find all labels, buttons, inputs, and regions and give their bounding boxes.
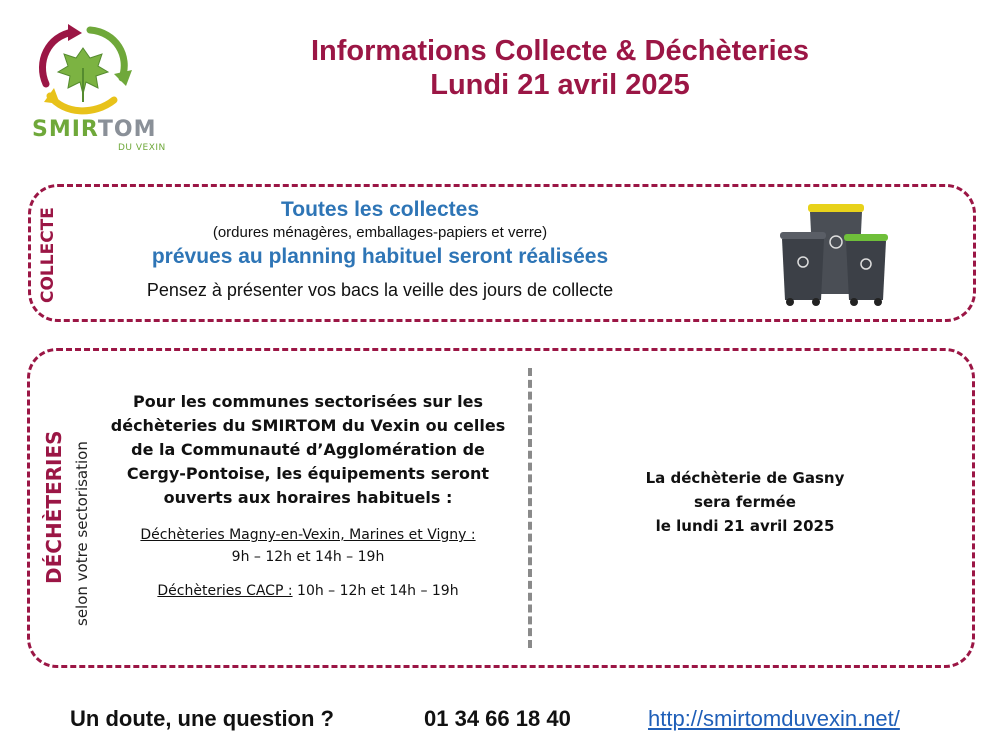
collecte-text [80,197,680,305]
collecte-line-3: prévues au planning habituel seront réalisées [151,245,609,268]
title-line-1: Informations Collecte & Déchèteries [311,35,809,67]
collecte-line-4: Pensez à présenter vos bacs la veille des jours de collecte [146,280,614,300]
gasny-line-1: La déchèterie de Gasny [645,469,845,487]
smirtom-logo [20,22,180,157]
logo-brand: SMIRTOM [32,117,157,142]
cacp-label: Déchèteries CACP : [157,583,293,599]
gasny-closure-info [560,466,930,538]
decheteries-sectorized-info [108,390,508,602]
gasny-line-3: le lundi 21 avril 2025 [655,517,835,535]
collecte-line-1: Toutes les collectes [280,198,480,221]
footer-phone: 01 34 66 18 40 [424,706,571,731]
logo-subtitle: DU VEXIN [118,143,166,153]
collecte-side-label: COLLECTE [38,207,58,303]
decheteries-side-sublabel: selon votre sectorisation [73,441,91,626]
cacp-hours: 10h – 12h et 14h – 19h [297,583,459,599]
column-divider [528,368,532,648]
magny-label: Déchèteries Magny-en-Vexin, Marines et Vigny : [140,527,476,543]
waste-bins-icon [778,198,890,306]
page-title [230,34,890,102]
gasny-line-2: sera fermée [694,493,796,511]
sectorized-intro: Pour les communes sectorisées sur les déchèteries du SMIRTOM du Vexin ou celles de la Communauté d’Agglomération de Cergy-Pontoise, les équipements seront ouverts aux horaires habituels : [110,392,506,507]
footer-question: Un doute, une question ? [70,706,334,731]
recycling-leaf-logo-icon [28,22,138,117]
website-link[interactable]: http://smirtomduvexin.net/ [648,706,900,731]
collecte-line-2: (ordures ménagères, emballages-papiers et verre) [212,224,548,241]
magny-hours-block [108,524,508,568]
cacp-hours-block [108,580,508,602]
decheteries-side-label: DÉCHÈTERIES [42,430,66,584]
magny-hours: 9h – 12h et 14h – 19h [231,549,385,565]
title-line-2: Lundi 21 avril 2025 [430,69,690,101]
